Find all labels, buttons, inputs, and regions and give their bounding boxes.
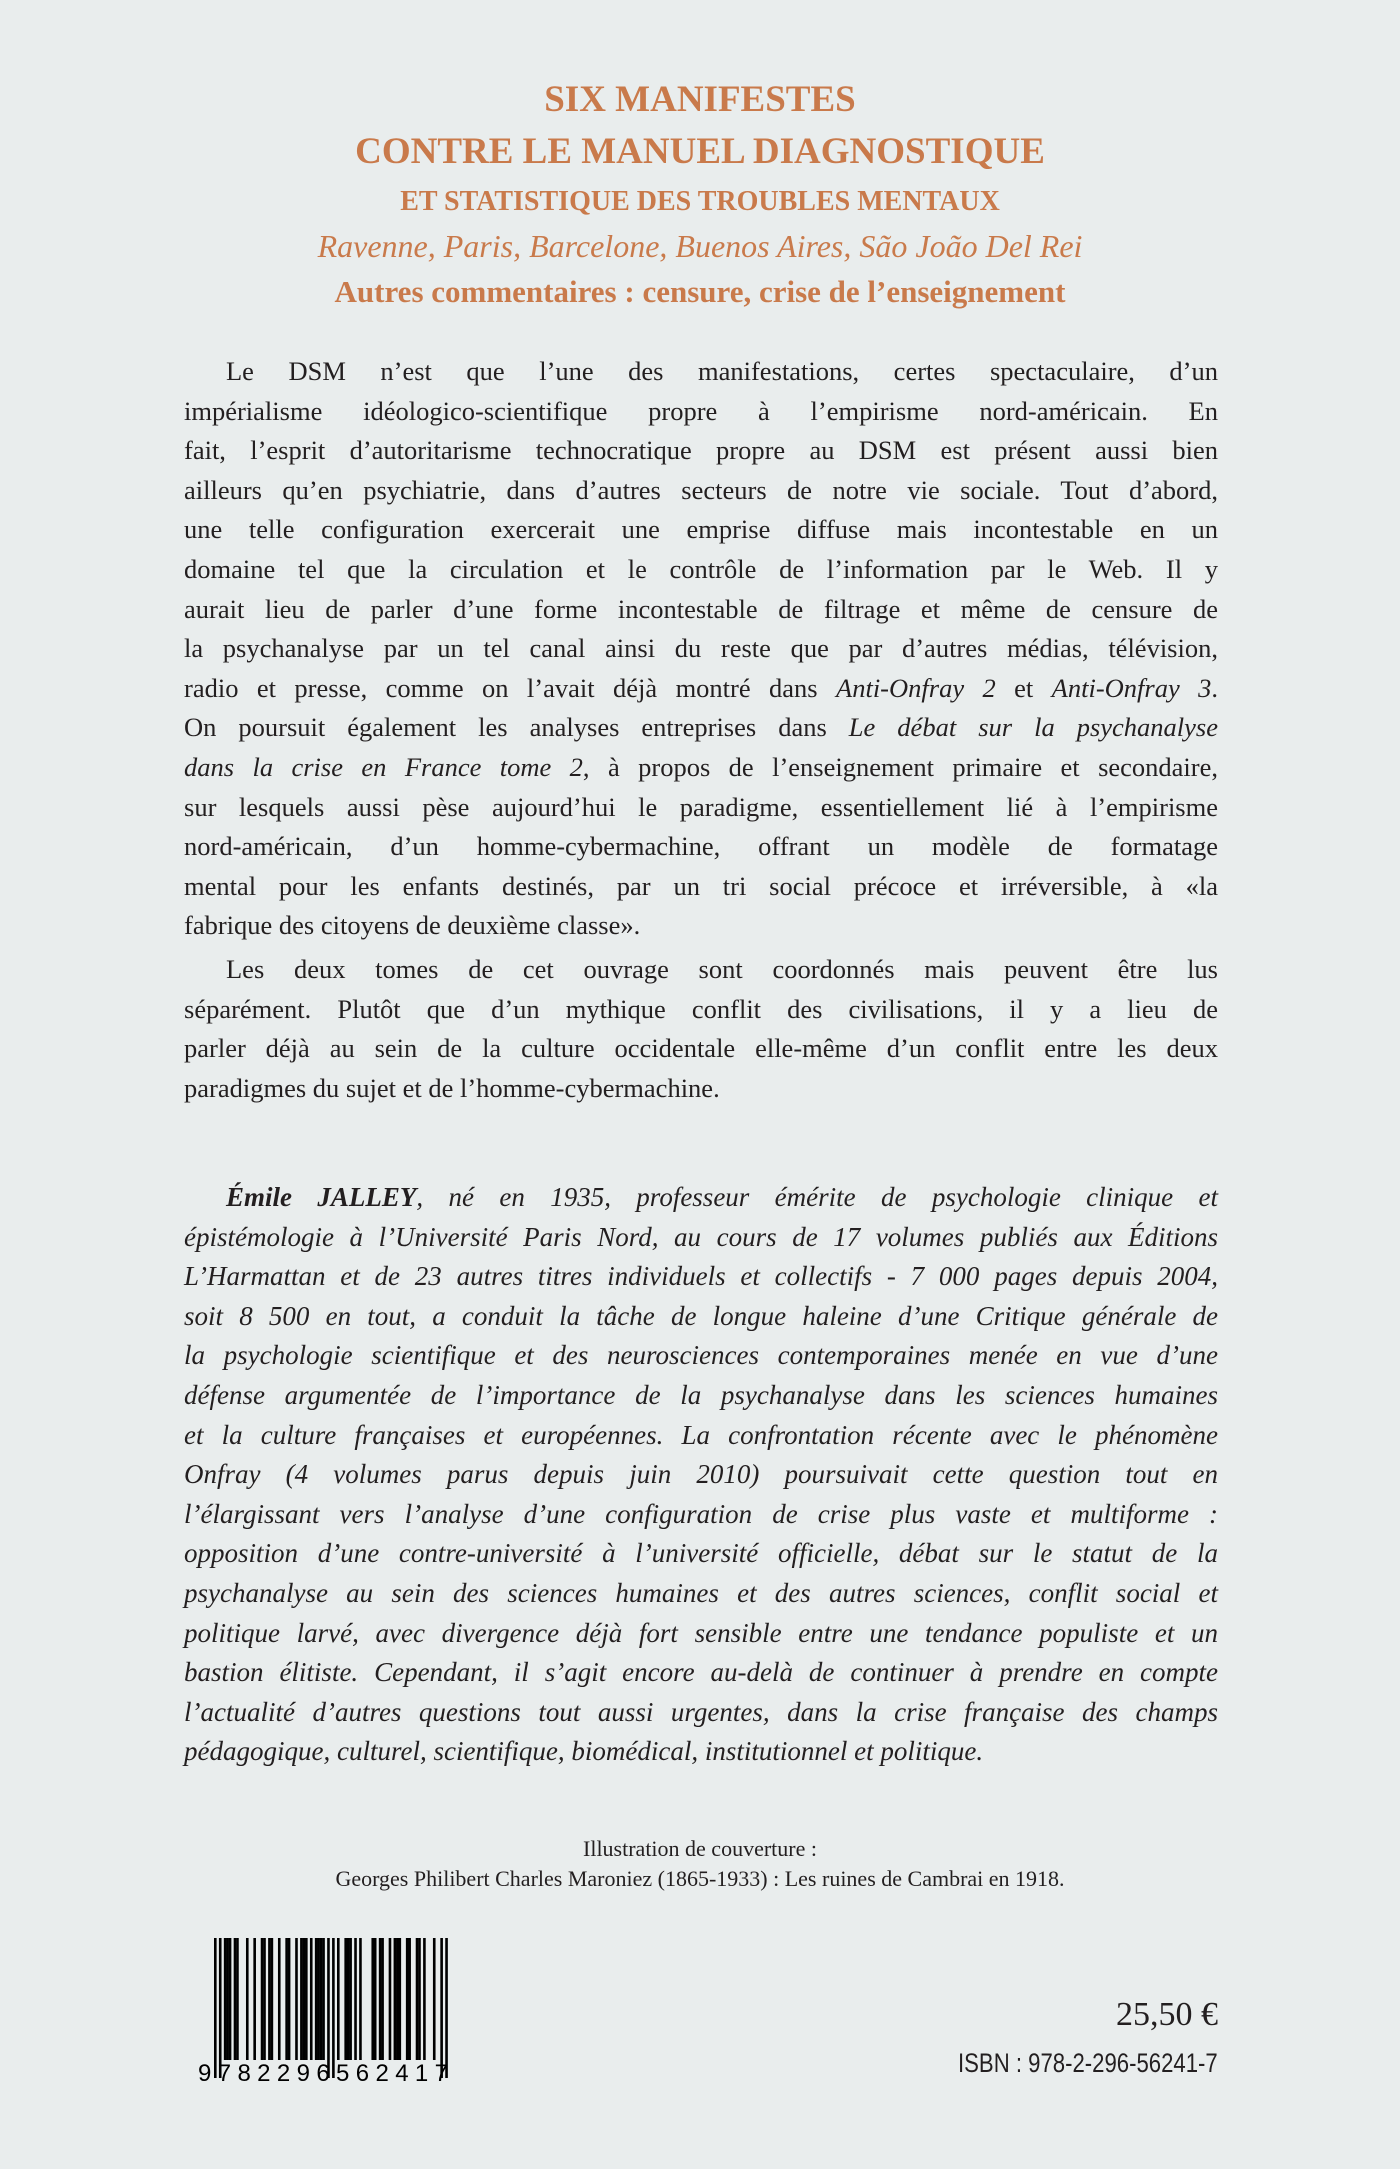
blurb-paragraph-2 bbox=[184, 950, 1218, 1108]
barcode-bar bbox=[406, 1938, 409, 2060]
text-segment: bastion élitiste. Cependant, il s’agit encore au-delà de continuer à prendre en compte bbox=[184, 1657, 1218, 1688]
barcode-bar bbox=[394, 1938, 397, 2060]
text-segment: , à propos de l’enseignement primaire et secondaire, bbox=[582, 751, 1218, 782]
text-line bbox=[184, 471, 1218, 511]
text-line bbox=[184, 708, 1218, 748]
text-segment: psychanalyse au sein des sciences humaines et des autres sciences, conflit social et bbox=[184, 1577, 1218, 1608]
barcode-bar bbox=[408, 1938, 411, 2060]
barcode-bar bbox=[303, 1938, 306, 2060]
text-segment: parler déjà au sein de la culture occidentale elle-même d’un conflit entre les deux bbox=[184, 1033, 1218, 1064]
book-title: Anti-Onfray 2 bbox=[836, 672, 996, 703]
text-segment: aurait lieu de parler d’une forme incontestable de filtrage et même de censure de bbox=[184, 593, 1218, 624]
illustration-label: Illustration de couverture : bbox=[583, 1836, 817, 1861]
barcode-bar bbox=[268, 1938, 271, 2060]
barcode-bar bbox=[399, 1938, 402, 2060]
barcode-bar bbox=[327, 1938, 330, 2078]
text-line bbox=[184, 1029, 1218, 1069]
barcode-bar bbox=[389, 1938, 392, 2060]
barcode-digits: 9782296562417 bbox=[198, 2060, 448, 2085]
title-line-1: SIX MANIFESTES bbox=[544, 79, 856, 120]
barcode-bar bbox=[320, 1938, 323, 2060]
text-segment: l’actualité d’autres questions tout aussi urgentes, dans la crise française des champs bbox=[184, 1696, 1218, 1727]
author-name: Émile JALLEY bbox=[226, 1182, 417, 1212]
barcode-bar bbox=[226, 1938, 229, 2060]
title-cities: Ravenne, Paris, Barcelone, Buenos Aires, São João Del Rei bbox=[317, 228, 1083, 264]
text-segment: et bbox=[995, 672, 1052, 703]
text-line bbox=[184, 550, 1218, 590]
text-line bbox=[184, 431, 1218, 471]
barcode-bar bbox=[374, 1938, 377, 2060]
text-segment: L’Harmattan et de 23 autres titres individuels et collectifs - 7 000 pages depuis 2004, bbox=[184, 1261, 1218, 1292]
text-segment: soit 8 500 en tout, a conduit la tâche de longue haleine d’une Critique générale de bbox=[184, 1300, 1218, 1331]
text-line bbox=[184, 827, 1218, 867]
barcode-bar bbox=[344, 1938, 347, 2060]
barcode-bar bbox=[445, 1938, 448, 2078]
barcode-bar bbox=[347, 1938, 350, 2060]
text-segment: pédagogique, culturel, scientifique, biomédical, institutionnel et politique. bbox=[184, 1736, 984, 1767]
barcode-bar bbox=[295, 1938, 298, 2060]
text-segment: domaine tel que la circulation et le contrôle de l’information par le Web. Il y bbox=[184, 553, 1218, 584]
price: 25,50 € bbox=[1116, 1996, 1218, 2033]
text-line bbox=[184, 1336, 1218, 1376]
text-line bbox=[184, 392, 1218, 432]
barcode-bar bbox=[315, 1938, 318, 2060]
text-line bbox=[184, 1257, 1218, 1297]
text-segment: politique larvé, avec divergence déjà fort sensible entre une tendance populiste et un bbox=[184, 1617, 1218, 1648]
text-segment: mental pour les enfants destinés, par un tri social précoce et irréversible, à «la bbox=[184, 870, 1218, 901]
text-line bbox=[184, 748, 1218, 788]
text-segment: impérialisme idéologico-scientifique propre à l’empirisme nord-américain. En bbox=[184, 395, 1218, 426]
text-line bbox=[184, 1376, 1218, 1416]
text-line bbox=[184, 1455, 1218, 1495]
barcode-bar bbox=[317, 1938, 320, 2060]
barcode-bar bbox=[261, 1938, 264, 2060]
barcode-bar bbox=[379, 1938, 382, 2060]
barcode-bar bbox=[236, 1938, 239, 2060]
barcode-bar bbox=[354, 1938, 357, 2060]
barcode-bar bbox=[285, 1938, 288, 2060]
text-segment: radio et presse, comme on l’avait déjà montré dans bbox=[184, 672, 837, 703]
text-line bbox=[184, 1416, 1218, 1456]
text-segment: séparément. Plutôt que d’un mythique conflit des civilisations, il y a lieu de bbox=[184, 993, 1218, 1024]
text-line bbox=[184, 669, 1218, 709]
text-line bbox=[184, 1732, 1218, 1772]
barcode-bar bbox=[337, 1938, 340, 2060]
barcode-bar bbox=[288, 1938, 291, 2060]
text-line bbox=[184, 1178, 1218, 1218]
text-line bbox=[184, 950, 1218, 990]
text-segment: et la culture françaises et européennes. La confrontation récente avec le phénomène bbox=[184, 1419, 1218, 1450]
barcode-bar bbox=[423, 1938, 426, 2060]
isbn-barcode bbox=[196, 1935, 466, 2085]
book-title: dans la crise en France tome 2 bbox=[184, 751, 583, 782]
text-segment: épistémologie à l’Université Paris Nord, au cours de 17 volumes publiés aux Éditions bbox=[184, 1221, 1218, 1252]
text-segment: une telle configuration exercerait une emprise diffuse mais incontestable en un bbox=[184, 514, 1218, 545]
text-line bbox=[184, 1653, 1218, 1693]
text-segment: l’élargissant vers l’analyse d’une configuration de crise plus vaste et multiforme : bbox=[184, 1498, 1218, 1529]
barcode-bar bbox=[278, 1938, 281, 2060]
text-segment: Onfray (4 volumes parus depuis juin 2010) poursuivait cette question tout en bbox=[184, 1459, 1218, 1490]
text-line bbox=[184, 867, 1218, 907]
title-subtitle: Autres commentaires : censure, crise de l’enseignement bbox=[334, 274, 1066, 309]
text-line bbox=[184, 510, 1218, 550]
text-segment: . bbox=[1211, 672, 1219, 703]
illustration-credit: Georges Philibert Charles Maroniez (1865-1933) : Les ruines de Cambrai en 1918. bbox=[335, 1866, 1065, 1891]
text-segment: paradigmes du sujet et de l’homme-cybermachine. bbox=[184, 1072, 720, 1103]
barcode-bar bbox=[224, 1938, 227, 2060]
title-line-2: CONTRE LE MANUEL DIAGNOSTIQUE bbox=[355, 131, 1045, 172]
text-segment: la psychanalyse par un tel canal ainsi du reste que par d’autres médias, télévision, bbox=[184, 633, 1218, 664]
text-segment: fabrique des citoyens de deuxième classe». bbox=[184, 910, 641, 941]
text-line bbox=[184, 788, 1218, 828]
barcode-bar bbox=[322, 1938, 325, 2060]
barcode-bar bbox=[246, 1938, 249, 2060]
text-line bbox=[184, 906, 1218, 946]
text-segment: sur lesquels aussi pèse aujourd’hui le paradigme, essentiellement lié à l’empirisme bbox=[184, 791, 1218, 822]
barcode-bar bbox=[214, 1938, 217, 2078]
text-segment: Le DSM n’est que l’une des manifestations, certes spectaculaire, d’un bbox=[226, 356, 1218, 386]
barcode-bar bbox=[349, 1938, 352, 2060]
text-segment: opposition d’une contre-université à l’université officielle, débat sur le statut de la bbox=[184, 1538, 1218, 1569]
barcode-bar bbox=[440, 1938, 443, 2078]
barcode-bar bbox=[229, 1938, 232, 2060]
title-line-3: ET STATISTIQUE DES TROUBLES MENTAUX bbox=[400, 186, 1000, 217]
text-line bbox=[184, 629, 1218, 669]
text-line bbox=[184, 1574, 1218, 1614]
barcode-bar bbox=[371, 1938, 374, 2060]
text-segment: nord-américain, d’un homme-cybermachine, offrant un modèle de formatage bbox=[184, 831, 1218, 862]
book-title: Anti-Onfray 3 bbox=[1051, 672, 1212, 703]
text-line bbox=[184, 1069, 1218, 1109]
author-bio bbox=[184, 1178, 1218, 1772]
text-line bbox=[184, 1693, 1218, 1733]
text-segment: , né en 1935, professeur émérite de psychologie clinique et bbox=[416, 1182, 1219, 1212]
text-segment: la psychologie scientifique et des neurosciences contemporaines menée en vue d’une bbox=[184, 1340, 1218, 1371]
barcode-bar bbox=[305, 1938, 308, 2060]
text-segment: On poursuit également les analyses entreprises dans bbox=[184, 712, 849, 743]
isbn-number: ISBN : 978-2-296-56241-7 bbox=[958, 2048, 1218, 2078]
barcode-bar bbox=[219, 1938, 222, 2078]
text-line bbox=[184, 352, 1218, 392]
text-line bbox=[184, 990, 1218, 1030]
barcode-bar bbox=[396, 1938, 399, 2060]
barcode-bar bbox=[310, 1938, 313, 2060]
text-line bbox=[184, 590, 1218, 630]
book-title: Le débat sur la psychanalyse bbox=[848, 712, 1218, 743]
barcode-bar bbox=[253, 1938, 256, 2060]
blurb-paragraph-1 bbox=[184, 352, 1218, 946]
barcode-bar bbox=[418, 1938, 421, 2060]
barcode-bar bbox=[359, 1938, 362, 2060]
text-line bbox=[184, 1614, 1218, 1654]
barcode-bar bbox=[271, 1938, 274, 2060]
text-line bbox=[184, 1297, 1218, 1337]
barcode-bar bbox=[300, 1938, 303, 2060]
text-segment: Les deux tomes de cet ouvrage sont coordonnés mais peuvent être lus bbox=[226, 954, 1218, 984]
text-line bbox=[184, 1218, 1218, 1258]
barcode-bar bbox=[263, 1938, 266, 2060]
text-line bbox=[184, 1534, 1218, 1574]
barcode-bar bbox=[381, 1938, 384, 2060]
barcode-bar bbox=[332, 1938, 335, 2078]
text-segment: ailleurs qu’en psychiatrie, dans d’autres secteurs de notre vie sociale. Tout d’abord, bbox=[184, 474, 1218, 505]
barcode-bar bbox=[234, 1938, 237, 2060]
text-line bbox=[184, 1495, 1218, 1535]
barcode-bar bbox=[433, 1938, 436, 2060]
text-segment: défense argumentée de l’importance de la psychanalyse dans les sciences humaines bbox=[184, 1379, 1218, 1410]
barcode-bar bbox=[416, 1938, 419, 2060]
text-segment: fait, l’esprit d’autoritarisme technocratique propre au DSM est présent aussi bien bbox=[184, 435, 1218, 466]
